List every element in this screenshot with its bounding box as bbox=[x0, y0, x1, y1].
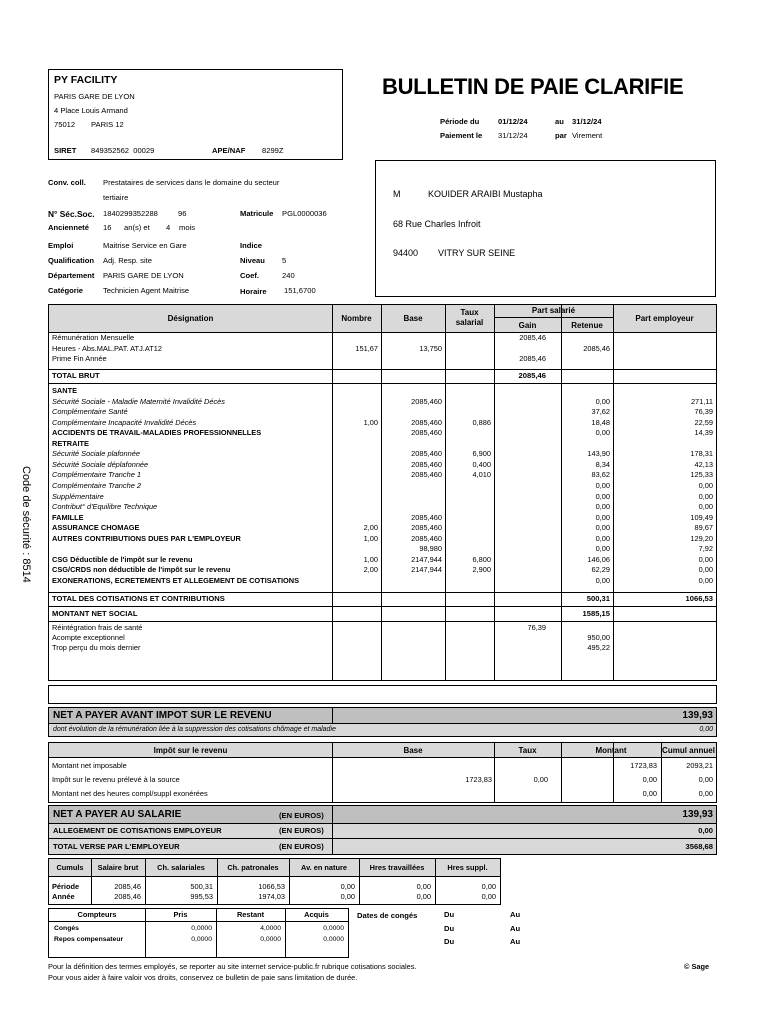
anciennete-unit: mois bbox=[179, 223, 196, 232]
row-employeur: 76,39 bbox=[694, 407, 713, 417]
row-taux: 4,010 bbox=[472, 470, 491, 480]
net-avant-impot-note: dont évolution de la rémunération liée à la suppression des cotisations chômage et maladie bbox=[53, 726, 336, 733]
cumul-row-label: Période bbox=[52, 882, 80, 891]
row-nombre: 1,00 bbox=[363, 417, 378, 427]
total-cotisations-label: TOTAL DES COTISATIONS ET CONTRIBUTIONS bbox=[52, 594, 225, 603]
row-label: RETRAITE bbox=[52, 438, 89, 448]
cumul-value: 0,00 bbox=[481, 892, 496, 901]
horaire-label: Horaire bbox=[240, 287, 267, 296]
coef-label: Coef. bbox=[240, 271, 259, 280]
cumul-value: 2085,46 bbox=[114, 892, 141, 901]
row-retenue: 18,48 bbox=[591, 417, 610, 427]
row-label: Heures - Abs.MAL.PAT. ATJ.AT12 bbox=[52, 343, 162, 353]
header-part-salarie: Part salarié bbox=[531, 306, 576, 315]
row-retenue: 62,29 bbox=[591, 565, 610, 575]
row-nombre: 1,00 bbox=[363, 554, 378, 564]
row-base: 2085,460 bbox=[411, 428, 442, 438]
other-rows bbox=[49, 623, 716, 663]
row-taux: 6,900 bbox=[472, 449, 491, 459]
anciennete-mid: an(s) et bbox=[124, 223, 150, 232]
row-label: Complémentaire Tranche 1 bbox=[52, 470, 142, 480]
payslip-table bbox=[48, 304, 717, 681]
allegement-label: ALLEGEMENT DE COTISATIONS EMPLOYEUR bbox=[53, 826, 222, 835]
cumul-table bbox=[48, 858, 501, 905]
row-label: Trop perçu du mois dernier bbox=[52, 643, 141, 652]
row-retenue: 8,34 bbox=[595, 459, 610, 469]
row-label: ACCIDENTS DE TRAVAIL-MALADIES PROFESSIONNELLES bbox=[52, 428, 262, 438]
compteurs-table bbox=[48, 908, 349, 958]
row-retenue: 0,00 bbox=[595, 480, 610, 490]
row-retenue: 950,00 bbox=[587, 633, 610, 642]
categorie-label: Catégorie bbox=[48, 286, 84, 295]
net-salarie-label: NET A PAYER AU SALARIE bbox=[53, 809, 182, 820]
employer-address2: 4 Place Louis Armand bbox=[54, 106, 128, 115]
empty-row bbox=[48, 685, 717, 704]
compteurs-value: 0,0000 bbox=[323, 925, 344, 932]
ape-label: APE/NAF bbox=[212, 146, 246, 155]
payment-method: Virement bbox=[572, 131, 603, 140]
header-nombre: Nombre bbox=[341, 314, 372, 323]
row-retenue: 0,00 bbox=[595, 523, 610, 533]
niveau-value: 5 bbox=[282, 256, 287, 265]
compteurs-row-label: Repos compensateur bbox=[54, 936, 124, 943]
impot-row-taux: 0,00 bbox=[533, 775, 548, 784]
row-base: 2085,460 bbox=[411, 396, 442, 406]
row-nombre: 2,00 bbox=[363, 565, 378, 575]
row-employeur: 0,00 bbox=[698, 502, 713, 512]
secsoc-key: 96 bbox=[178, 209, 187, 218]
employee-info bbox=[48, 176, 368, 296]
row-employeur: 0,00 bbox=[698, 491, 713, 501]
row-base: 2085,460 bbox=[411, 523, 442, 533]
row-label: EXONERATIONS, ECRETEMENTS ET ALLEGEMENT DE COTISATIONS bbox=[52, 575, 300, 585]
row-employeur: 109,49 bbox=[690, 512, 713, 522]
compteurs-value: 0,0000 bbox=[323, 936, 344, 943]
period-from: 01/12/24 bbox=[498, 117, 528, 126]
ape-value: 8299Z bbox=[262, 146, 284, 155]
row-base: 98,980 bbox=[419, 544, 442, 554]
header-gain: Gain bbox=[518, 321, 537, 330]
employer-city: PARIS 12 bbox=[91, 120, 124, 129]
row-label: AUTRES CONTRIBUTIONS DUES PAR L'EMPLOYEUR bbox=[52, 533, 241, 543]
impot-header-base: Base bbox=[403, 746, 423, 755]
header-retenue: Retenue bbox=[571, 321, 603, 330]
row-label: Supplémentaire bbox=[52, 491, 104, 501]
anciennete-months: 4 bbox=[166, 223, 171, 232]
row-base: 2085,460 bbox=[411, 459, 442, 469]
conv-line2: tertiaire bbox=[103, 193, 129, 202]
row-retenue: 0,00 bbox=[595, 544, 610, 554]
conges-du: Du bbox=[444, 923, 455, 933]
net-avant-impot-value: 139,93 bbox=[682, 710, 713, 721]
row-retenue: 2085,46 bbox=[583, 343, 610, 353]
compteurs-cells bbox=[49, 909, 348, 957]
conges-au: Au bbox=[510, 923, 521, 933]
row-taux: 2,900 bbox=[472, 565, 491, 575]
cumul-value: 0,00 bbox=[340, 892, 355, 901]
conv-label: Conv. coll. bbox=[48, 178, 86, 187]
impot-header-cumul: Cumul annuel bbox=[662, 746, 715, 755]
period-label: Période du bbox=[440, 117, 480, 126]
cumul-value: 0,00 bbox=[416, 892, 431, 901]
cumul-cells bbox=[49, 859, 500, 904]
row-base: 2085,460 bbox=[411, 512, 442, 522]
employer-box bbox=[48, 69, 343, 160]
cumul-header: Ch. salariales bbox=[157, 863, 205, 872]
recipient-name: KOUIDER ARAIBI Mustapha bbox=[428, 189, 543, 199]
emploi-value: Maitrise Service en Gare bbox=[103, 241, 187, 250]
row-label: SANTE bbox=[52, 386, 78, 395]
recipient-street: 68 Rue Charles Infroit bbox=[393, 219, 481, 229]
row-label: Complémentaire Incapacité Invalidité Décès bbox=[52, 417, 197, 427]
row-retenue: 0,00 bbox=[595, 512, 610, 522]
row-label: Sécurité Sociale plafonnée bbox=[52, 449, 140, 459]
row-taux: 0,400 bbox=[472, 459, 491, 469]
header-designation: Désignation bbox=[167, 314, 214, 323]
impot-row-montant: 0,00 bbox=[642, 789, 657, 798]
footer-line2: Pour vous aider à faire valoir vos droits, conservez ce bulletin de paie sans limitation de durée. bbox=[48, 973, 358, 982]
siret-value: 849352562 00029 bbox=[91, 146, 155, 155]
departement-value: PARIS GARE DE LYON bbox=[103, 271, 184, 280]
coef-value: 240 bbox=[282, 271, 295, 280]
row-nombre: 2,00 bbox=[363, 523, 378, 533]
row-label: ASSURANCE CHOMAGE bbox=[52, 523, 140, 533]
header-part-employeur: Part employeur bbox=[635, 314, 694, 323]
net-social-retenue: 1585,15 bbox=[582, 609, 610, 618]
impot-row-label: Montant net imposable bbox=[52, 761, 127, 770]
anciennete-label: Ancienneté bbox=[48, 223, 89, 232]
niveau-label: Niveau bbox=[240, 256, 265, 265]
compteurs-header: Pris bbox=[173, 910, 188, 919]
recipient-postcode: 94400 bbox=[393, 248, 419, 258]
cumul-header: Hres travaillées bbox=[369, 863, 425, 872]
impot-header-label: Impôt sur le revenu bbox=[153, 746, 228, 755]
row-gain: 2085,46 bbox=[519, 354, 546, 363]
row-employeur: 0,00 bbox=[698, 480, 713, 490]
impot-row-base: 1723,83 bbox=[465, 775, 492, 784]
impot-row-cumul: 0,00 bbox=[698, 775, 713, 784]
header-base: Base bbox=[403, 314, 423, 323]
row-employeur: 271,11 bbox=[690, 396, 713, 406]
total-verse-label: TOTAL VERSE PAR L'EMPLOYEUR bbox=[53, 842, 180, 851]
row-label: CSG/CRDS non déductible de l'impôt sur le revenu bbox=[52, 565, 231, 575]
cumul-row-label: Année bbox=[52, 892, 75, 901]
net-avant-impot-label: NET A PAYER AVANT IMPOT SUR LE REVENU bbox=[53, 710, 272, 721]
footer-brand: © Sage bbox=[684, 962, 710, 971]
row-retenue: 495,22 bbox=[587, 643, 610, 652]
header-taux: Taux salarial bbox=[455, 308, 484, 327]
cumul-value: 1066,53 bbox=[258, 882, 285, 891]
row-label: CSG Déductible de l'impôt sur le revenu bbox=[52, 554, 193, 564]
impot-header-taux: Taux bbox=[518, 746, 537, 755]
row-nombre: 1,00 bbox=[363, 533, 378, 543]
row-employeur: 178,31 bbox=[690, 449, 713, 459]
row-employeur: 0,00 bbox=[698, 575, 713, 585]
row-retenue: 143,90 bbox=[587, 449, 610, 459]
total-brut-label: TOTAL BRUT bbox=[52, 371, 100, 380]
row-employeur: 0,00 bbox=[698, 554, 713, 564]
compteurs-header: Restant bbox=[236, 910, 265, 919]
cotisation-rows bbox=[49, 386, 716, 589]
row-employeur: 89,67 bbox=[694, 523, 713, 533]
allegement-unit: (EN EUROS) bbox=[279, 826, 324, 835]
cumul-header: Salaire brut bbox=[97, 863, 139, 872]
impot-header-montant: Montant bbox=[595, 746, 627, 755]
net-salarie-value: 139,93 bbox=[682, 809, 713, 820]
row-employeur: 14,39 bbox=[694, 428, 713, 438]
impot-row-label: Montant net des heures compl/suppl exonérées bbox=[52, 789, 208, 798]
row-label: Sécurité Sociale - Maladie Maternité Invalidité Décès bbox=[52, 396, 225, 406]
row-taux: 0,886 bbox=[472, 417, 491, 427]
cumul-value: 1974,03 bbox=[258, 892, 285, 901]
secsoc-value: 1840299352288 bbox=[103, 209, 158, 218]
departement-label: Département bbox=[48, 271, 95, 280]
emploi-label: Emploi bbox=[48, 241, 74, 250]
payment-label: Paiement le bbox=[440, 131, 483, 140]
employer-name: PY FACILITY bbox=[54, 74, 118, 86]
impot-row-cumul: 0,00 bbox=[698, 789, 713, 798]
row-retenue: 0,00 bbox=[595, 491, 610, 501]
row-base: 13,750 bbox=[419, 343, 442, 353]
total-verse-value: 3568,68 bbox=[685, 842, 713, 851]
cumul-value: 995,53 bbox=[190, 892, 213, 901]
row-label: FAMILLE bbox=[52, 512, 84, 522]
row-label: Réintégration frais de santé bbox=[52, 623, 143, 632]
compteurs-header: Acquis bbox=[304, 910, 329, 919]
security-code: Code de sécurité : 8514 bbox=[20, 466, 32, 583]
row-label: Rémunération Mensuelle bbox=[52, 333, 135, 342]
row-base: 2147,944 bbox=[411, 565, 442, 575]
row-base: 2085,460 bbox=[411, 533, 442, 543]
row-retenue: 0,00 bbox=[595, 502, 610, 512]
qualification-label: Qualification bbox=[48, 256, 94, 265]
cumul-value: 0,00 bbox=[416, 882, 431, 891]
compteurs-value: 0,0000 bbox=[191, 925, 212, 932]
cumul-value: 2085,46 bbox=[114, 882, 141, 891]
matricule-value: PGL0000036 bbox=[282, 209, 327, 218]
siret-label: SIRET bbox=[54, 146, 77, 155]
horaire-value: 151,6700 bbox=[284, 286, 316, 295]
conges-du: Du bbox=[444, 910, 455, 919]
allegement-value: 0,00 bbox=[698, 826, 713, 835]
indice-label: Indice bbox=[240, 241, 262, 250]
row-employeur: 7,92 bbox=[698, 544, 713, 554]
compteurs-value: 4,0000 bbox=[260, 925, 281, 932]
row-employeur: 125,33 bbox=[690, 470, 713, 480]
net-social-label: MONTANT NET SOCIAL bbox=[52, 609, 138, 618]
impot-table bbox=[48, 742, 717, 803]
cumul-value: 0,00 bbox=[340, 882, 355, 891]
page-title: BULLETIN DE PAIE CLARIFIE bbox=[382, 74, 684, 99]
row-value: 76,39 bbox=[527, 623, 546, 632]
employer-address1: PARIS GARE DE LYON bbox=[54, 92, 135, 101]
row-employeur: 129,20 bbox=[690, 533, 713, 543]
remuneration-rows bbox=[49, 333, 716, 369]
row-base: 2147,944 bbox=[411, 554, 442, 564]
conges-au: Au bbox=[510, 910, 521, 919]
row-retenue: 83,62 bbox=[591, 470, 610, 480]
compteurs-row-label: Congés bbox=[54, 925, 79, 932]
cumul-value: 0,00 bbox=[481, 882, 496, 891]
total-cotisations-retenue: 500,31 bbox=[586, 594, 610, 603]
row-retenue: 0,00 bbox=[595, 396, 610, 406]
row-label: Sécurité Sociale déplafonnée bbox=[52, 459, 149, 469]
impot-rows bbox=[49, 759, 716, 803]
recipient-city: VITRY SUR SEINE bbox=[438, 248, 516, 258]
matricule-label: Matricule bbox=[240, 209, 274, 218]
row-label: Complémentaire Santé bbox=[52, 407, 128, 417]
payment-date: 31/12/24 bbox=[498, 131, 528, 140]
row-label: Contribut° d'Equilibre Technique bbox=[52, 502, 158, 512]
payment-by-label: par bbox=[555, 131, 567, 140]
impot-row-label: Impôt sur le revenu prélevé à la source bbox=[52, 775, 180, 784]
compteurs-value: 0,0000 bbox=[191, 936, 212, 943]
row-employeur: 0,00 bbox=[698, 565, 713, 575]
conges-label: Dates de congés bbox=[357, 911, 418, 920]
impot-row-cumul: 2093,21 bbox=[686, 761, 713, 770]
row-gain: 2085,46 bbox=[519, 333, 546, 342]
impot-row-montant: 1723,83 bbox=[630, 761, 657, 770]
conges-au: Au bbox=[510, 937, 521, 946]
row-label: Complémentaire Tranche 2 bbox=[52, 480, 142, 490]
row-nombre: 151,67 bbox=[355, 343, 378, 353]
period-to-label: au bbox=[555, 117, 564, 126]
header-divider bbox=[49, 921, 348, 922]
total-brut-gain: 2085,46 bbox=[518, 371, 546, 380]
period-to: 31/12/24 bbox=[572, 117, 602, 126]
footer-line1: Pour la définition des termes employés, se reporter au site internet service-public.fr rubrique cotisations sociales. bbox=[48, 962, 417, 971]
row-base: 2085,460 bbox=[411, 417, 442, 427]
total-verse-unit: (EN EUROS) bbox=[279, 842, 324, 851]
row-retenue: 37,62 bbox=[591, 407, 610, 417]
row-retenue: 0,00 bbox=[595, 428, 610, 438]
net-salarie bbox=[48, 805, 717, 855]
secsoc-label: N° Séc.Soc. bbox=[48, 209, 95, 219]
row-base: 2085,460 bbox=[411, 470, 442, 480]
cumul-value: 500,31 bbox=[190, 882, 213, 891]
total-cotisations-employeur: 1066,53 bbox=[685, 594, 713, 603]
row-employeur: 42,13 bbox=[694, 459, 713, 469]
row-taux: 6,800 bbox=[472, 554, 491, 564]
compteurs-value: 0,0000 bbox=[260, 936, 281, 943]
cumul-header: Av. en nature bbox=[301, 863, 347, 872]
net-avant-impot-note-value: 0,00 bbox=[699, 726, 713, 733]
cumul-header: Ch. patronales bbox=[227, 863, 279, 872]
row-base: 2085,460 bbox=[411, 449, 442, 459]
row-retenue: 0,00 bbox=[595, 533, 610, 543]
cumul-header: Cumuls bbox=[56, 863, 84, 872]
anciennete-years: 16 bbox=[103, 223, 112, 232]
categorie-value: Technicien Agent Maitrise bbox=[103, 286, 190, 295]
row-label: Prime Fin Année bbox=[52, 354, 107, 363]
recipient-civility: M bbox=[393, 189, 401, 199]
conges-du: Du bbox=[444, 937, 455, 946]
net-avant-impot bbox=[48, 707, 717, 737]
employer-postcode: 75012 bbox=[54, 120, 76, 129]
net-salarie-unit: (EN EUROS) bbox=[279, 811, 324, 820]
row-employeur: 22,59 bbox=[694, 417, 713, 427]
cumul-header: Hres suppl. bbox=[447, 863, 488, 872]
recipient-box bbox=[375, 160, 716, 297]
row-label: Acompte exceptionnel bbox=[52, 633, 125, 642]
qualification-value: Adj. Resp. site bbox=[103, 256, 152, 265]
conv-line1: Prestataires de services dans le domaine du secteur bbox=[103, 178, 280, 187]
impot-row-montant: 0,00 bbox=[642, 775, 657, 784]
row-retenue: 146,06 bbox=[587, 554, 610, 564]
row-retenue: 0,00 bbox=[595, 575, 610, 585]
compteurs-header: Compteurs bbox=[77, 910, 117, 919]
